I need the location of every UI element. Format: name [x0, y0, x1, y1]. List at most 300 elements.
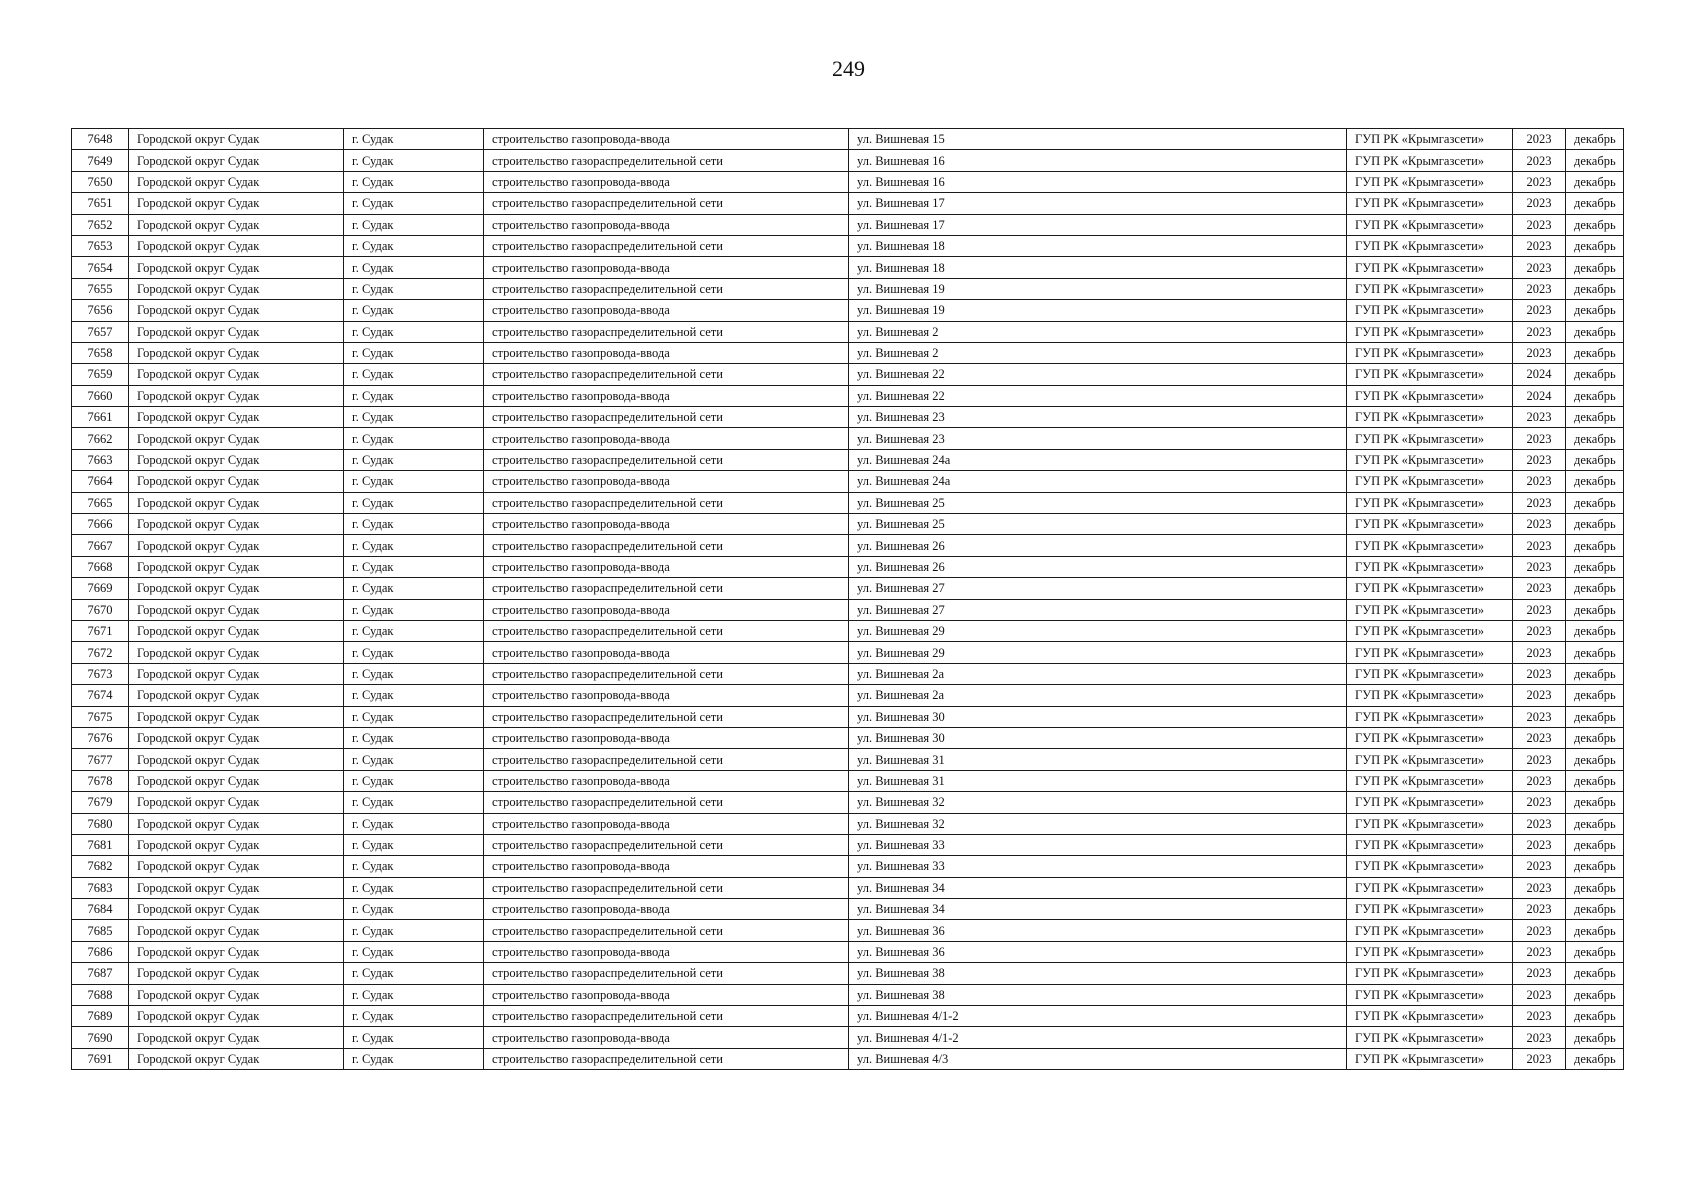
address-cell: ул. Вишневая 38 — [849, 963, 1347, 984]
municipality-cell: Городской округ Судак — [129, 535, 344, 556]
locality-cell: г. Судак — [344, 278, 484, 299]
organization-cell: ГУП РК «Крымгазсети» — [1347, 129, 1513, 150]
municipality-cell: Городской округ Судак — [129, 428, 344, 449]
locality-cell: г. Судак — [344, 449, 484, 470]
row-number-cell: 7689 — [72, 1006, 129, 1027]
address-cell: ул. Вишневая 16 — [849, 150, 1347, 171]
municipality-cell: Городской округ Судак — [129, 984, 344, 1005]
address-cell: ул. Вишневая 4/1-2 — [849, 1006, 1347, 1027]
year-cell: 2023 — [1513, 129, 1566, 150]
year-cell: 2023 — [1513, 428, 1566, 449]
organization-cell: ГУП РК «Крымгазсети» — [1347, 385, 1513, 406]
table-row — [72, 471, 1624, 492]
organization-cell: ГУП РК «Крымгазсети» — [1347, 599, 1513, 620]
table-row — [72, 235, 1624, 256]
month-cell: декабрь — [1566, 813, 1624, 834]
month-cell: декабрь — [1566, 471, 1624, 492]
address-cell: ул. Вишневая 25 — [849, 514, 1347, 535]
locality-cell: г. Судак — [344, 813, 484, 834]
table-row — [72, 1006, 1624, 1027]
year-cell: 2023 — [1513, 1006, 1566, 1027]
organization-cell: ГУП РК «Крымгазсети» — [1347, 642, 1513, 663]
month-cell: декабрь — [1566, 963, 1624, 984]
row-number-cell: 7649 — [72, 150, 129, 171]
address-cell: ул. Вишневая 31 — [849, 749, 1347, 770]
year-cell: 2023 — [1513, 300, 1566, 321]
locality-cell: г. Судак — [344, 620, 484, 641]
work-type-cell: строительство газораспределительной сети — [484, 321, 849, 342]
address-cell: ул. Вишневая 24а — [849, 471, 1347, 492]
month-cell: декабрь — [1566, 492, 1624, 513]
month-cell: декабрь — [1566, 385, 1624, 406]
work-type-cell: строительство газопровода-ввода — [484, 1027, 849, 1048]
row-number-cell: 7666 — [72, 514, 129, 535]
address-cell: ул. Вишневая 26 — [849, 556, 1347, 577]
municipality-cell: Городской округ Судак — [129, 834, 344, 855]
address-cell: ул. Вишневая 26 — [849, 535, 1347, 556]
table-row — [72, 642, 1624, 663]
locality-cell: г. Судак — [344, 770, 484, 791]
address-cell: ул. Вишневая 36 — [849, 941, 1347, 962]
work-type-cell: строительство газопровода-ввода — [484, 428, 849, 449]
work-type-cell: строительство газораспределительной сети — [484, 492, 849, 513]
table-row — [72, 129, 1624, 150]
locality-cell: г. Судак — [344, 642, 484, 663]
locality-cell: г. Судак — [344, 471, 484, 492]
locality-cell: г. Судак — [344, 1006, 484, 1027]
work-type-cell: строительство газораспределительной сети — [484, 449, 849, 470]
work-type-cell: строительство газораспределительной сети — [484, 278, 849, 299]
month-cell: декабрь — [1566, 300, 1624, 321]
year-cell: 2023 — [1513, 278, 1566, 299]
municipality-cell: Городской округ Судак — [129, 171, 344, 192]
table-row — [72, 856, 1624, 877]
work-type-cell: строительство газопровода-ввода — [484, 171, 849, 192]
locality-cell: г. Судак — [344, 599, 484, 620]
address-cell: ул. Вишневая 17 — [849, 214, 1347, 235]
municipality-cell: Городской округ Судак — [129, 471, 344, 492]
table-row — [72, 514, 1624, 535]
month-cell: декабрь — [1566, 984, 1624, 1005]
month-cell: декабрь — [1566, 663, 1624, 684]
address-cell: ул. Вишневая 2а — [849, 685, 1347, 706]
organization-cell: ГУП РК «Крымгазсети» — [1347, 899, 1513, 920]
year-cell: 2023 — [1513, 770, 1566, 791]
organization-cell: ГУП РК «Крымгазсети» — [1347, 706, 1513, 727]
table-row — [72, 385, 1624, 406]
municipality-cell: Городской округ Судак — [129, 300, 344, 321]
row-number-cell: 7656 — [72, 300, 129, 321]
row-number-cell: 7686 — [72, 941, 129, 962]
row-number-cell: 7674 — [72, 685, 129, 706]
month-cell: декабрь — [1566, 749, 1624, 770]
year-cell: 2023 — [1513, 920, 1566, 941]
year-cell: 2023 — [1513, 321, 1566, 342]
table-row — [72, 706, 1624, 727]
organization-cell: ГУП РК «Крымгазсети» — [1347, 193, 1513, 214]
address-cell: ул. Вишневая 19 — [849, 300, 1347, 321]
row-number-cell: 7667 — [72, 535, 129, 556]
organization-cell: ГУП РК «Крымгазсети» — [1347, 514, 1513, 535]
page-number: 249 — [832, 56, 865, 81]
year-cell: 2023 — [1513, 578, 1566, 599]
table-row — [72, 663, 1624, 684]
organization-cell: ГУП РК «Крымгазсети» — [1347, 235, 1513, 256]
organization-cell: ГУП РК «Крымгазсети» — [1347, 834, 1513, 855]
address-cell: ул. Вишневая 33 — [849, 834, 1347, 855]
month-cell: декабрь — [1566, 535, 1624, 556]
address-cell: ул. Вишневая 27 — [849, 578, 1347, 599]
year-cell: 2023 — [1513, 235, 1566, 256]
locality-cell: г. Судак — [344, 792, 484, 813]
organization-cell: ГУП РК «Крымгазсети» — [1347, 963, 1513, 984]
organization-cell: ГУП РК «Крымгазсети» — [1347, 1006, 1513, 1027]
organization-cell: ГУП РК «Крымгазсети» — [1347, 749, 1513, 770]
work-type-cell: строительство газопровода-ввода — [484, 856, 849, 877]
municipality-cell: Городской округ Судак — [129, 129, 344, 150]
locality-cell: г. Судак — [344, 899, 484, 920]
year-cell: 2023 — [1513, 984, 1566, 1005]
municipality-cell: Городской округ Судак — [129, 514, 344, 535]
work-type-cell: строительство газопровода-ввода — [484, 599, 849, 620]
address-cell: ул. Вишневая 38 — [849, 984, 1347, 1005]
work-type-cell: строительство газопровода-ввода — [484, 471, 849, 492]
work-type-cell: строительство газопровода-ввода — [484, 727, 849, 748]
year-cell: 2023 — [1513, 856, 1566, 877]
locality-cell: г. Судак — [344, 984, 484, 1005]
work-type-cell: строительство газопровода-ввода — [484, 941, 849, 962]
organization-cell: ГУП РК «Крымгазсети» — [1347, 257, 1513, 278]
year-cell: 2023 — [1513, 834, 1566, 855]
row-number-cell: 7657 — [72, 321, 129, 342]
address-cell: ул. Вишневая 17 — [849, 193, 1347, 214]
locality-cell: г. Судак — [344, 556, 484, 577]
work-type-cell: строительство газопровода-ввода — [484, 899, 849, 920]
row-number-cell: 7665 — [72, 492, 129, 513]
table-row — [72, 1048, 1624, 1069]
year-cell: 2023 — [1513, 257, 1566, 278]
work-type-cell: строительство газораспределительной сети — [484, 877, 849, 898]
table-row — [72, 364, 1624, 385]
table-row — [72, 535, 1624, 556]
table-row — [72, 984, 1624, 1005]
locality-cell: г. Судак — [344, 300, 484, 321]
table-row — [72, 214, 1624, 235]
row-number-cell: 7672 — [72, 642, 129, 663]
organization-cell: ГУП РК «Крымгазсети» — [1347, 342, 1513, 363]
row-number-cell: 7673 — [72, 663, 129, 684]
row-number-cell: 7679 — [72, 792, 129, 813]
row-number-cell: 7678 — [72, 770, 129, 791]
work-type-cell: строительство газопровода-ввода — [484, 556, 849, 577]
month-cell: декабрь — [1566, 792, 1624, 813]
year-cell: 2023 — [1513, 792, 1566, 813]
row-number-cell: 7662 — [72, 428, 129, 449]
table-row — [72, 278, 1624, 299]
table-row — [72, 556, 1624, 577]
row-number-cell: 7668 — [72, 556, 129, 577]
month-cell: декабрь — [1566, 556, 1624, 577]
table-row — [72, 813, 1624, 834]
address-cell: ул. Вишневая 18 — [849, 257, 1347, 278]
locality-cell: г. Судак — [344, 492, 484, 513]
work-type-cell: строительство газопровода-ввода — [484, 770, 849, 791]
organization-cell: ГУП РК «Крымгазсети» — [1347, 685, 1513, 706]
work-type-cell: строительство газораспределительной сети — [484, 620, 849, 641]
month-cell: декабрь — [1566, 856, 1624, 877]
row-number-cell: 7691 — [72, 1048, 129, 1069]
year-cell: 2023 — [1513, 492, 1566, 513]
address-cell: ул. Вишневая 30 — [849, 727, 1347, 748]
row-number-cell: 7654 — [72, 257, 129, 278]
work-type-cell: строительство газопровода-ввода — [484, 685, 849, 706]
municipality-cell: Городской округ Судак — [129, 920, 344, 941]
work-type-cell: строительство газопровода-ввода — [484, 514, 849, 535]
work-type-cell: строительство газопровода-ввода — [484, 214, 849, 235]
work-type-cell: строительство газопровода-ввода — [484, 129, 849, 150]
month-cell: декабрь — [1566, 834, 1624, 855]
year-cell: 2023 — [1513, 685, 1566, 706]
work-type-cell: строительство газопровода-ввода — [484, 813, 849, 834]
row-number-cell: 7677 — [72, 749, 129, 770]
work-type-cell: строительство газопровода-ввода — [484, 257, 849, 278]
locality-cell: г. Судак — [344, 834, 484, 855]
table-row — [72, 171, 1624, 192]
organization-cell: ГУП РК «Крымгазсети» — [1347, 620, 1513, 641]
table-row — [72, 321, 1624, 342]
work-type-cell: строительство газораспределительной сети — [484, 749, 849, 770]
month-cell: декабрь — [1566, 150, 1624, 171]
address-cell: ул. Вишневая 23 — [849, 407, 1347, 428]
table-row — [72, 620, 1624, 641]
work-type-cell: строительство газораспределительной сети — [484, 706, 849, 727]
year-cell: 2023 — [1513, 599, 1566, 620]
address-cell: ул. Вишневая 34 — [849, 877, 1347, 898]
address-cell: ул. Вишневая 32 — [849, 813, 1347, 834]
locality-cell: г. Судак — [344, 1048, 484, 1069]
row-number-cell: 7655 — [72, 278, 129, 299]
address-cell: ул. Вишневая 22 — [849, 385, 1347, 406]
address-cell: ул. Вишневая 24а — [849, 449, 1347, 470]
organization-cell: ГУП РК «Крымгазсети» — [1347, 407, 1513, 428]
locality-cell: г. Судак — [344, 706, 484, 727]
address-cell: ул. Вишневая 36 — [849, 920, 1347, 941]
locality-cell: г. Судак — [344, 941, 484, 962]
locality-cell: г. Судак — [344, 428, 484, 449]
work-type-cell: строительство газопровода-ввода — [484, 984, 849, 1005]
address-cell: ул. Вишневая 29 — [849, 620, 1347, 641]
month-cell: декабрь — [1566, 941, 1624, 962]
municipality-cell: Городской округ Судак — [129, 706, 344, 727]
organization-cell: ГУП РК «Крымгазсети» — [1347, 492, 1513, 513]
organization-cell: ГУП РК «Крымгазсети» — [1347, 770, 1513, 791]
locality-cell: г. Судак — [344, 535, 484, 556]
month-cell: декабрь — [1566, 642, 1624, 663]
month-cell: декабрь — [1566, 599, 1624, 620]
month-cell: декабрь — [1566, 727, 1624, 748]
month-cell: декабрь — [1566, 407, 1624, 428]
row-number-cell: 7648 — [72, 129, 129, 150]
table-row — [72, 685, 1624, 706]
organization-cell: ГУП РК «Крымгазсети» — [1347, 984, 1513, 1005]
locality-cell: г. Судак — [344, 514, 484, 535]
organization-cell: ГУП РК «Крымгазсети» — [1347, 792, 1513, 813]
year-cell: 2023 — [1513, 342, 1566, 363]
municipality-cell: Городской округ Судак — [129, 492, 344, 513]
organization-cell: ГУП РК «Крымгазсети» — [1347, 877, 1513, 898]
work-type-cell: строительство газораспределительной сети — [484, 407, 849, 428]
municipality-cell: Городской округ Судак — [129, 963, 344, 984]
address-cell: ул. Вишневая 25 — [849, 492, 1347, 513]
address-cell: ул. Вишневая 34 — [849, 899, 1347, 920]
organization-cell: ГУП РК «Крымгазсети» — [1347, 449, 1513, 470]
month-cell: декабрь — [1566, 193, 1624, 214]
municipality-cell: Городской округ Судак — [129, 364, 344, 385]
work-type-cell: строительство газопровода-ввода — [484, 300, 849, 321]
year-cell: 2023 — [1513, 941, 1566, 962]
table-row — [72, 727, 1624, 748]
municipality-cell: Городской округ Судак — [129, 792, 344, 813]
organization-cell: ГУП РК «Крымгазсети» — [1347, 278, 1513, 299]
table-row — [72, 342, 1624, 363]
locality-cell: г. Судак — [344, 407, 484, 428]
work-type-cell: строительство газораспределительной сети — [484, 1048, 849, 1069]
municipality-cell: Городской округ Судак — [129, 1048, 344, 1069]
gas-construction-table — [71, 128, 1624, 1070]
year-cell: 2023 — [1513, 514, 1566, 535]
month-cell: декабрь — [1566, 171, 1624, 192]
row-number-cell: 7669 — [72, 578, 129, 599]
table-row — [72, 492, 1624, 513]
address-cell: ул. Вишневая 2 — [849, 342, 1347, 363]
municipality-cell: Городской округ Судак — [129, 727, 344, 748]
row-number-cell: 7681 — [72, 834, 129, 855]
municipality-cell: Городской округ Судак — [129, 235, 344, 256]
locality-cell: г. Судак — [344, 257, 484, 278]
organization-cell: ГУП РК «Крымгазсети» — [1347, 364, 1513, 385]
month-cell: декабрь — [1566, 920, 1624, 941]
work-type-cell: строительство газораспределительной сети — [484, 1006, 849, 1027]
locality-cell: г. Судак — [344, 877, 484, 898]
organization-cell: ГУП РК «Крымгазсети» — [1347, 171, 1513, 192]
row-number-cell: 7680 — [72, 813, 129, 834]
municipality-cell: Городской округ Судак — [129, 749, 344, 770]
municipality-cell: Городской округ Судак — [129, 449, 344, 470]
year-cell: 2023 — [1513, 1048, 1566, 1069]
locality-cell: г. Судак — [344, 364, 484, 385]
address-cell: ул. Вишневая 4/1-2 — [849, 1027, 1347, 1048]
month-cell: декабрь — [1566, 235, 1624, 256]
year-cell: 2023 — [1513, 749, 1566, 770]
work-type-cell: строительство газораспределительной сети — [484, 364, 849, 385]
month-cell: декабрь — [1566, 685, 1624, 706]
address-cell: ул. Вишневая 2а — [849, 663, 1347, 684]
table-row — [72, 792, 1624, 813]
work-type-cell: строительство газораспределительной сети — [484, 834, 849, 855]
year-cell: 2023 — [1513, 535, 1566, 556]
month-cell: декабрь — [1566, 129, 1624, 150]
municipality-cell: Городской округ Судак — [129, 342, 344, 363]
organization-cell: ГУП РК «Крымгазсети» — [1347, 150, 1513, 171]
address-cell: ул. Вишневая 18 — [849, 235, 1347, 256]
month-cell: декабрь — [1566, 214, 1624, 235]
table-row — [72, 770, 1624, 791]
municipality-cell: Городской округ Судак — [129, 813, 344, 834]
municipality-cell: Городской округ Судак — [129, 1027, 344, 1048]
row-number-cell: 7688 — [72, 984, 129, 1005]
municipality-cell: Городской округ Судак — [129, 1006, 344, 1027]
locality-cell: г. Судак — [344, 749, 484, 770]
municipality-cell: Городской округ Судак — [129, 642, 344, 663]
month-cell: декабрь — [1566, 1048, 1624, 1069]
year-cell: 2023 — [1513, 193, 1566, 214]
organization-cell: ГУП РК «Крымгазсети» — [1347, 556, 1513, 577]
locality-cell: г. Судак — [344, 663, 484, 684]
locality-cell: г. Судак — [344, 578, 484, 599]
table-row — [72, 599, 1624, 620]
work-type-cell: строительство газораспределительной сети — [484, 535, 849, 556]
table-row — [72, 749, 1624, 770]
locality-cell: г. Судак — [344, 727, 484, 748]
row-number-cell: 7670 — [72, 599, 129, 620]
municipality-cell: Городской округ Судак — [129, 620, 344, 641]
municipality-cell: Городской округ Судак — [129, 663, 344, 684]
organization-cell: ГУП РК «Крымгазсети» — [1347, 428, 1513, 449]
work-type-cell: строительство газораспределительной сети — [484, 235, 849, 256]
year-cell: 2023 — [1513, 214, 1566, 235]
address-cell: ул. Вишневая 22 — [849, 364, 1347, 385]
address-cell: ул. Вишневая 30 — [849, 706, 1347, 727]
work-type-cell: строительство газораспределительной сети — [484, 920, 849, 941]
month-cell: декабрь — [1566, 321, 1624, 342]
work-type-cell: строительство газораспределительной сети — [484, 150, 849, 171]
table-row — [72, 449, 1624, 470]
row-number-cell: 7676 — [72, 727, 129, 748]
year-cell: 2023 — [1513, 813, 1566, 834]
year-cell: 2023 — [1513, 471, 1566, 492]
row-number-cell: 7685 — [72, 920, 129, 941]
row-number-cell: 7651 — [72, 193, 129, 214]
row-number-cell: 7652 — [72, 214, 129, 235]
table-row — [72, 193, 1624, 214]
month-cell: декабрь — [1566, 1027, 1624, 1048]
organization-cell: ГУП РК «Крымгазсети» — [1347, 813, 1513, 834]
locality-cell: г. Судак — [344, 1027, 484, 1048]
row-number-cell: 7659 — [72, 364, 129, 385]
work-type-cell: строительство газопровода-ввода — [484, 385, 849, 406]
locality-cell: г. Судак — [344, 214, 484, 235]
municipality-cell: Городской округ Судак — [129, 685, 344, 706]
year-cell: 2023 — [1513, 407, 1566, 428]
row-number-cell: 7661 — [72, 407, 129, 428]
table-row — [72, 150, 1624, 171]
locality-cell: г. Судак — [344, 235, 484, 256]
municipality-cell: Городской округ Судак — [129, 193, 344, 214]
row-number-cell: 7675 — [72, 706, 129, 727]
year-cell: 2023 — [1513, 171, 1566, 192]
locality-cell: г. Судак — [344, 150, 484, 171]
row-number-cell: 7684 — [72, 899, 129, 920]
table-row — [72, 920, 1624, 941]
address-cell: ул. Вишневая 2 — [849, 321, 1347, 342]
work-type-cell: строительство газораспределительной сети — [484, 663, 849, 684]
month-cell: декабрь — [1566, 620, 1624, 641]
organization-cell: ГУП РК «Крымгазсети» — [1347, 321, 1513, 342]
address-cell: ул. Вишневая 19 — [849, 278, 1347, 299]
municipality-cell: Городской округ Судак — [129, 899, 344, 920]
row-number-cell: 7664 — [72, 471, 129, 492]
work-type-cell: строительство газораспределительной сети — [484, 578, 849, 599]
